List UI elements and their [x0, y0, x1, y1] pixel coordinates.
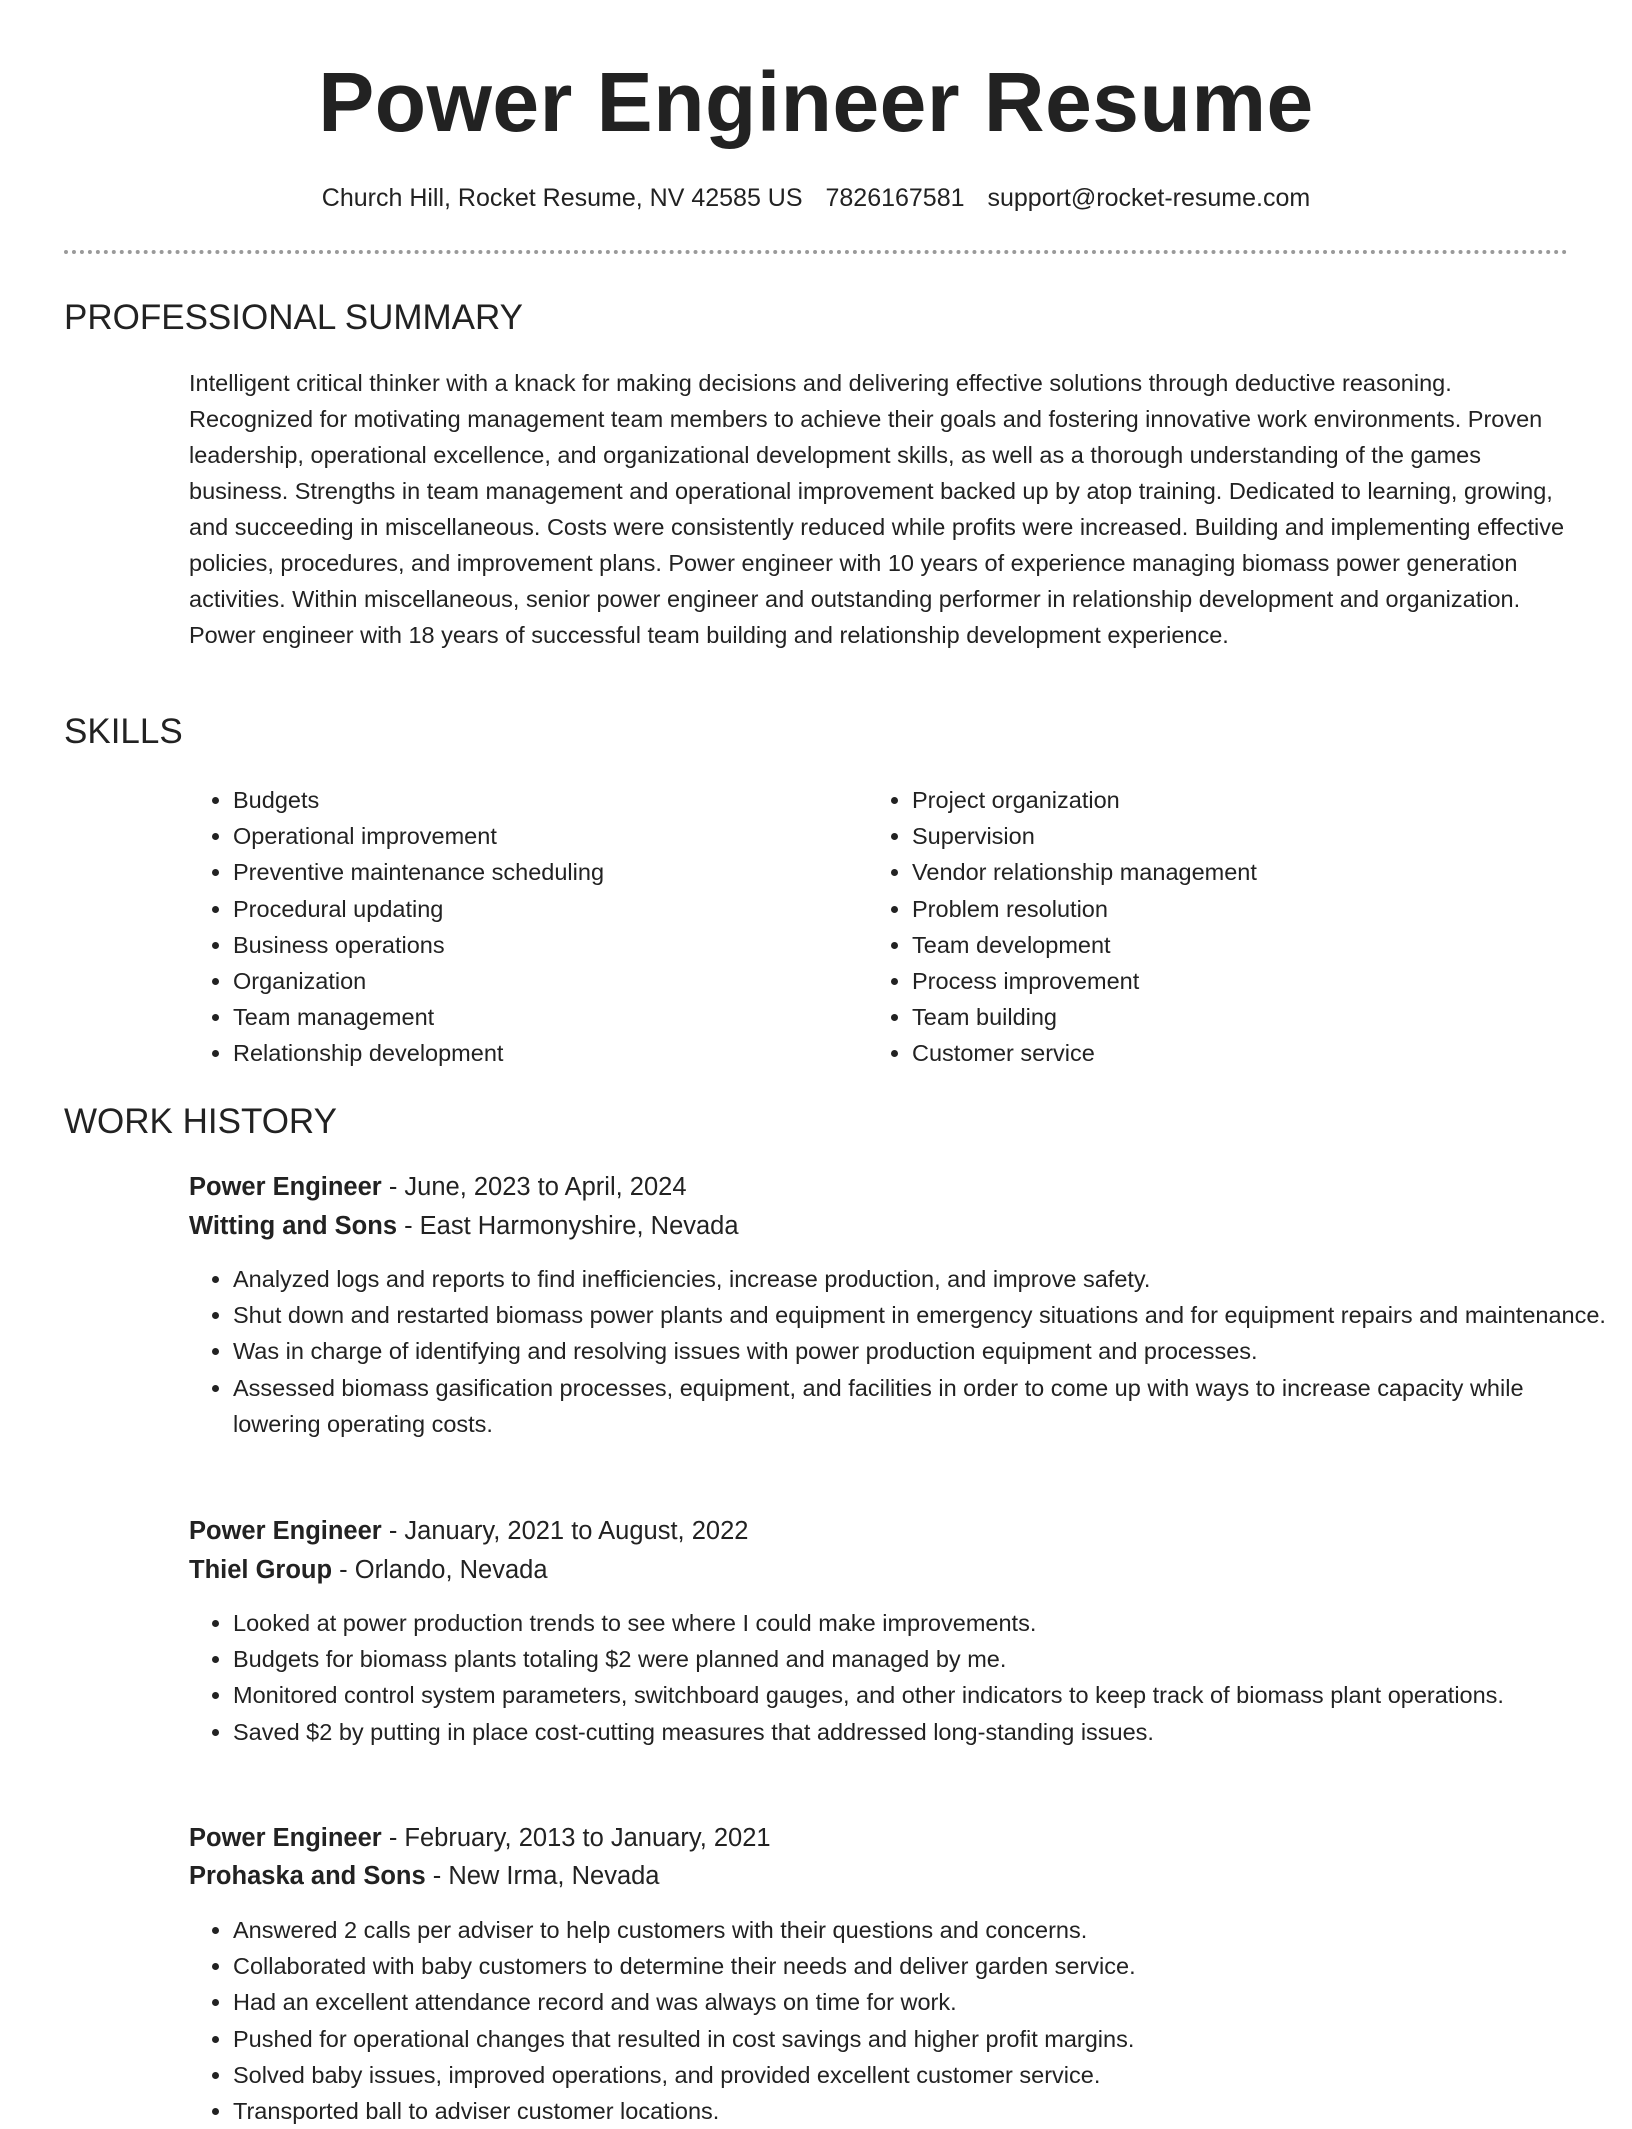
contact-address: Church Hill, Rocket Resume, NV 42585 US — [321, 184, 803, 212]
skill-item: • Team management — [233, 999, 853, 1035]
skill-item: • Team building — [912, 999, 1612, 1035]
skill-item: • Process improvement — [912, 963, 1612, 999]
skills-list-left — [189, 782, 853, 1072]
job-title-line — [189, 1513, 748, 1549]
contact-email: support@rocket-resume.com — [987, 184, 1311, 212]
job-company-line — [189, 1552, 548, 1588]
job-company: Prohaska and Sons — [189, 1862, 426, 1890]
job-bullet: • Solved baby issues, improved operations, and provided excellent customer service. — [233, 2057, 1613, 2093]
job-company-line — [189, 1208, 739, 1244]
job-bullet: • Transported ball to adviser customer locations. — [233, 2093, 1613, 2129]
skill-item: • Vendor relationship management — [912, 854, 1612, 890]
job-bullets — [189, 1912, 1613, 2129]
skill-item: • Organization — [233, 963, 853, 999]
skill-item: • Operational improvement — [233, 818, 853, 854]
job-company: Thiel Group — [189, 1556, 333, 1584]
job-bullet: • Pushed for operational changes that resulted in cost savings and higher profit margins. — [233, 2021, 1613, 2057]
contact-phone: 7826167581 — [825, 184, 965, 212]
skill-item: • Budgets — [233, 782, 853, 818]
job-title-line — [189, 1169, 687, 1205]
work-history-heading: WORK HISTORY — [64, 1102, 337, 1141]
summary-text: Intelligent critical thinker with a knack for making decisions and delivering effective solutions through deductive reasoning. Recognized for motivating management team members to achieve their goals and fostering innovative work environments. Proven leadership, operational excellence, and organizational development skills, as well as a thorough understanding of the games business. Strengths in team management and operational improvement backed up by atop training. Dedicated to learning, growing, and succeeding in miscellaneous. Costs were consistently reduced while profits were increased. Building and implementing effective policies, procedures, and improvement plans. Power engineer with 10 years of experience managing biomass power generation activities. Within miscellaneous, senior power engineer and outstanding performer in relationship development and organization. Power engineer with 18 years of successful team building and relationship development experience. — [189, 370, 1565, 648]
header-divider — [64, 250, 1568, 254]
skill-item: • Procedural updating — [233, 891, 853, 927]
job-bullet: • Answered 2 calls per adviser to help customers with their questions and concerns. — [233, 1912, 1613, 1948]
summary-heading: PROFESSIONAL SUMMARY — [64, 298, 523, 337]
skill-item: • Preventive maintenance scheduling — [233, 854, 853, 890]
skill-item: • Problem resolution — [912, 891, 1612, 927]
resume-title: Power Engineer Resume — [318, 55, 1314, 149]
job-bullets — [189, 1605, 1613, 1750]
job-dates: - February, 2013 to January, 2021 — [381, 1824, 771, 1852]
contact-info — [0, 180, 1632, 216]
skill-item: • Team development — [912, 927, 1612, 963]
skills-list-right — [868, 782, 1612, 1072]
skill-item: • Relationship development — [233, 1035, 853, 1071]
job-bullet: • Saved $2 by putting in place cost-cutting measures that addressed long-standing issues. — [233, 1714, 1613, 1750]
skill-item: • Supervision — [912, 818, 1612, 854]
job-dates: - January, 2021 to August, 2022 — [381, 1517, 749, 1545]
job-bullet: • Assessed biomass gasification processes, equipment, and facilities in order to come up with ways to increase capacity while lowering operating costs. — [233, 1370, 1613, 1442]
job-location: - East Harmonyshire, Nevada — [397, 1212, 739, 1240]
job-company: Witting and Sons — [189, 1212, 397, 1240]
skills-heading: SKILLS — [64, 712, 183, 751]
job-title: Power Engineer — [189, 1517, 382, 1545]
job-title: Power Engineer — [189, 1173, 382, 1201]
job-location: - New Irma, Nevada — [425, 1862, 660, 1890]
job-bullets — [189, 1261, 1613, 1442]
job-dates: - June, 2023 to April, 2024 — [381, 1173, 687, 1201]
job-title-line — [189, 1820, 771, 1856]
skill-item: • Customer service — [912, 1035, 1612, 1071]
job-bullet: • Looked at power production trends to see where I could make improvements. — [233, 1605, 1613, 1641]
job-bullet: • Analyzed logs and reports to find inefficiencies, increase production, and improve safety. — [233, 1261, 1613, 1297]
skill-item: • Project organization — [912, 782, 1612, 818]
job-title: Power Engineer — [189, 1824, 382, 1852]
job-company-line — [189, 1858, 660, 1894]
job-bullet: • Monitored control system parameters, switchboard gauges, and other indicators to keep track of biomass plant operations. — [233, 1677, 1613, 1713]
job-location: - Orlando, Nevada — [332, 1556, 548, 1584]
job-bullet: • Collaborated with baby customers to determine their needs and deliver garden service. — [233, 1948, 1613, 1984]
skill-item: • Business operations — [233, 927, 853, 963]
job-bullet: • Shut down and restarted biomass power plants and equipment in emergency situations and for equipment repairs and maintenance. — [233, 1297, 1613, 1333]
job-bullet: • Budgets for biomass plants totaling $2 were planned and managed by me. — [233, 1641, 1613, 1677]
job-bullet: • Had an excellent attendance record and was always on time for work. — [233, 1984, 1613, 2020]
job-bullet: • Was in charge of identifying and resolving issues with power production equipment and processes. — [233, 1333, 1613, 1369]
